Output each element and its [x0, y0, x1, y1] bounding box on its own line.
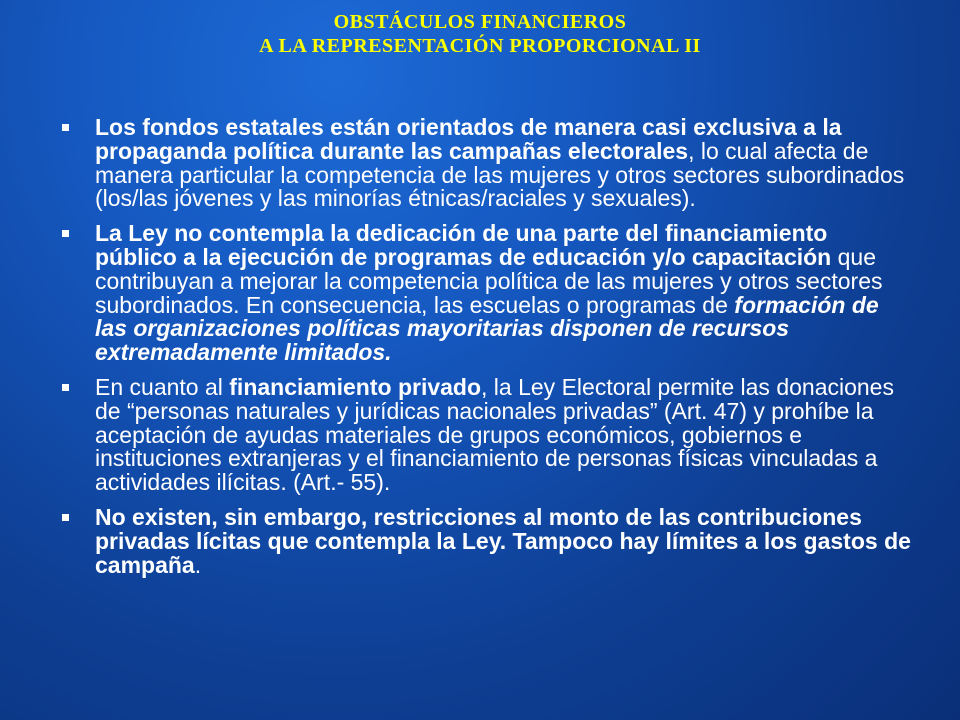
square-bullet-icon: [62, 124, 69, 131]
bullet-2-bold-italic-text: formación de las organizaciones políticas mayoritarias disponen de recursos extremadamente limitados.: [95, 291, 879, 366]
bullet-2-bold-text: La Ley no contempla la dedicación de una parte del financiamiento público a la ejecución de programas de educación y/o capacitación: [95, 220, 832, 270]
bullet-item-no-limits: [55, 503, 915, 578]
square-bullet-icon: [62, 514, 69, 521]
bullet-4-text: .: [194, 551, 202, 578]
bullet-1-bold-text: Los fondos estatales están orientados de manera casi exclusiva a la propaganda política durante las campañas electorales: [95, 114, 842, 164]
bullet-item-education-programs: [55, 222, 915, 365]
slide-title: [0, 10, 960, 58]
bullet-item-state-funds: [55, 116, 915, 211]
square-bullet-icon: [62, 384, 69, 391]
bullet-3-bold-text: financiamiento privado: [229, 373, 482, 400]
bullet-3-text: , la Ley Electoral permite las donaciones de “personas naturales y jurídicas nacionales privadas” (Art. 47) y prohíbe la aceptación de ayudas materiales de grupos económicos, gobiernos e instituciones extranjeras y el financiamiento de personas físicas vinculadas a actividades ilícitas. (Art.- 55).: [95, 373, 894, 496]
title-line-1: OBSTÁCULOS FINANCIEROS: [333, 11, 627, 33]
bullet-item-private-funding: [55, 373, 915, 496]
bullet-1-text: , lo cual afecta de manera particular la competencia de las mujeres y otros sectores subordinados (los/las jóvenes y las minorías étnicas/raciales y sexuales).: [95, 137, 905, 212]
square-bullet-icon: [62, 230, 69, 237]
bullet-3-pre-text: En cuanto al: [95, 373, 230, 400]
bullet-list: [55, 116, 915, 588]
bullet-2-text: que contribuyan a mejorar la competencia política de las mujeres y otros sectores subordinados. En consecuencia, las escuelas o programas de: [95, 243, 883, 318]
title-line-2: A LA REPRESENTACIÓN PROPORCIONAL II: [259, 35, 701, 57]
bullet-4-bold-text: No existen, sin embargo, restricciones al monto de las contribuciones privadas lícitas que contempla la Ley. Tampoco hay límites a los gastos de campaña: [95, 503, 911, 578]
